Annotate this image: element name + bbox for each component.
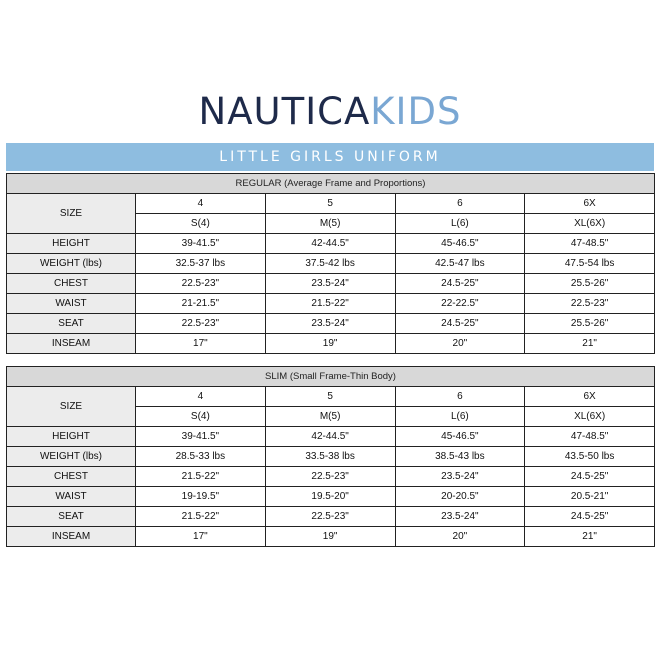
table-cell: 39-41.5" — [136, 427, 266, 447]
table-row — [7, 254, 655, 274]
table-row — [7, 527, 655, 547]
size-letter: S(4) — [136, 407, 266, 427]
table-cell: 17" — [136, 527, 266, 547]
row-label: HEIGHT — [7, 234, 136, 254]
table-cell: 21" — [525, 334, 655, 354]
table-cell: 47.5-54 lbs — [525, 254, 655, 274]
table-cell: 20" — [395, 527, 525, 547]
section-title: REGULAR (Average Frame and Proportions) — [7, 174, 655, 194]
table-cell: 21.5-22" — [265, 294, 395, 314]
row-label: SEAT — [7, 314, 136, 334]
size-letter: S(4) — [136, 214, 266, 234]
table-cell: 47-48.5" — [525, 427, 655, 447]
table-cell: 28.5-33 lbs — [136, 447, 266, 467]
table-cell: 43.5-50 lbs — [525, 447, 655, 467]
row-label: WEIGHT (lbs) — [7, 254, 136, 274]
brand-name-kids: KIDS — [370, 90, 462, 133]
size-number: 6X — [525, 387, 655, 407]
table-row — [7, 487, 655, 507]
table-cell: 23.5-24" — [265, 314, 395, 334]
table-cell: 22.5-23" — [525, 294, 655, 314]
table-cell: 45-46.5" — [395, 234, 525, 254]
table-row — [7, 334, 655, 354]
table-cell: 25.5-26" — [525, 314, 655, 334]
size-letter: M(5) — [265, 214, 395, 234]
table-cell: 22-22.5" — [395, 294, 525, 314]
slim-size-table — [6, 366, 655, 547]
regular-size-table — [6, 173, 655, 354]
table-cell: 19" — [265, 527, 395, 547]
size-number: 5 — [265, 194, 395, 214]
row-label: HEIGHT — [7, 427, 136, 447]
table-cell: 21.5-22" — [136, 507, 266, 527]
brand-name-nautica: NAUTICA — [198, 90, 371, 133]
table-cell: 21-21.5" — [136, 294, 266, 314]
table-row — [7, 314, 655, 334]
table-cell: 37.5-42 lbs — [265, 254, 395, 274]
table-row — [7, 234, 655, 254]
row-label: WEIGHT (lbs) — [7, 447, 136, 467]
brand-logo — [0, 88, 660, 136]
table-row — [7, 507, 655, 527]
table-cell: 21" — [525, 527, 655, 547]
table-cell: 24.5-25" — [395, 274, 525, 294]
row-label: WAIST — [7, 294, 136, 314]
table-cell: 23.5-24" — [395, 507, 525, 527]
row-label: WAIST — [7, 487, 136, 507]
row-label: CHEST — [7, 467, 136, 487]
size-number: 4 — [136, 194, 266, 214]
size-number: 6X — [525, 194, 655, 214]
table-cell: 47-48.5" — [525, 234, 655, 254]
table-cell: 19.5-20" — [265, 487, 395, 507]
table-row — [7, 427, 655, 447]
row-label: CHEST — [7, 274, 136, 294]
size-letter: L(6) — [395, 214, 525, 234]
table-cell: 20.5-21" — [525, 487, 655, 507]
table-cell: 24.5-25" — [525, 467, 655, 487]
table-row — [7, 294, 655, 314]
row-label: SEAT — [7, 507, 136, 527]
table-cell: 17" — [136, 334, 266, 354]
size-number: 4 — [136, 387, 266, 407]
size-letter: L(6) — [395, 407, 525, 427]
table-cell: 22.5-23" — [265, 467, 395, 487]
table-cell: 19-19.5" — [136, 487, 266, 507]
table-cell: 20-20.5" — [395, 487, 525, 507]
size-number: 5 — [265, 387, 395, 407]
chart-title-banner: LITTLE GIRLS UNIFORM — [6, 143, 654, 171]
row-label: INSEAM — [7, 334, 136, 354]
table-cell: 22.5-23" — [136, 274, 266, 294]
row-label: INSEAM — [7, 527, 136, 547]
table-cell: 20" — [395, 334, 525, 354]
table-cell: 38.5-43 lbs — [395, 447, 525, 467]
table-cell: 25.5-26" — [525, 274, 655, 294]
section-title: SLIM (Small Frame-Thin Body) — [7, 367, 655, 387]
table-cell: 24.5-25" — [395, 314, 525, 334]
size-number: 6 — [395, 194, 525, 214]
table-row — [7, 447, 655, 467]
size-letter: XL(6X) — [525, 407, 655, 427]
table-cell: 32.5-37 lbs — [136, 254, 266, 274]
table-cell: 42-44.5" — [265, 427, 395, 447]
size-header: SIZE — [7, 387, 136, 427]
table-cell: 22.5-23" — [265, 507, 395, 527]
table-cell: 33.5-38 lbs — [265, 447, 395, 467]
table-cell: 39-41.5" — [136, 234, 266, 254]
size-header: SIZE — [7, 194, 136, 234]
table-cell: 19" — [265, 334, 395, 354]
size-letter: M(5) — [265, 407, 395, 427]
table-cell: 21.5-22" — [136, 467, 266, 487]
table-row — [7, 467, 655, 487]
table-cell: 45-46.5" — [395, 427, 525, 447]
table-cell: 42.5-47 lbs — [395, 254, 525, 274]
table-cell: 23.5-24" — [395, 467, 525, 487]
table-cell: 42-44.5" — [265, 234, 395, 254]
table-cell: 24.5-25" — [525, 507, 655, 527]
size-number: 6 — [395, 387, 525, 407]
table-cell: 22.5-23" — [136, 314, 266, 334]
table-cell: 23.5-24" — [265, 274, 395, 294]
table-row — [7, 274, 655, 294]
size-letter: XL(6X) — [525, 214, 655, 234]
